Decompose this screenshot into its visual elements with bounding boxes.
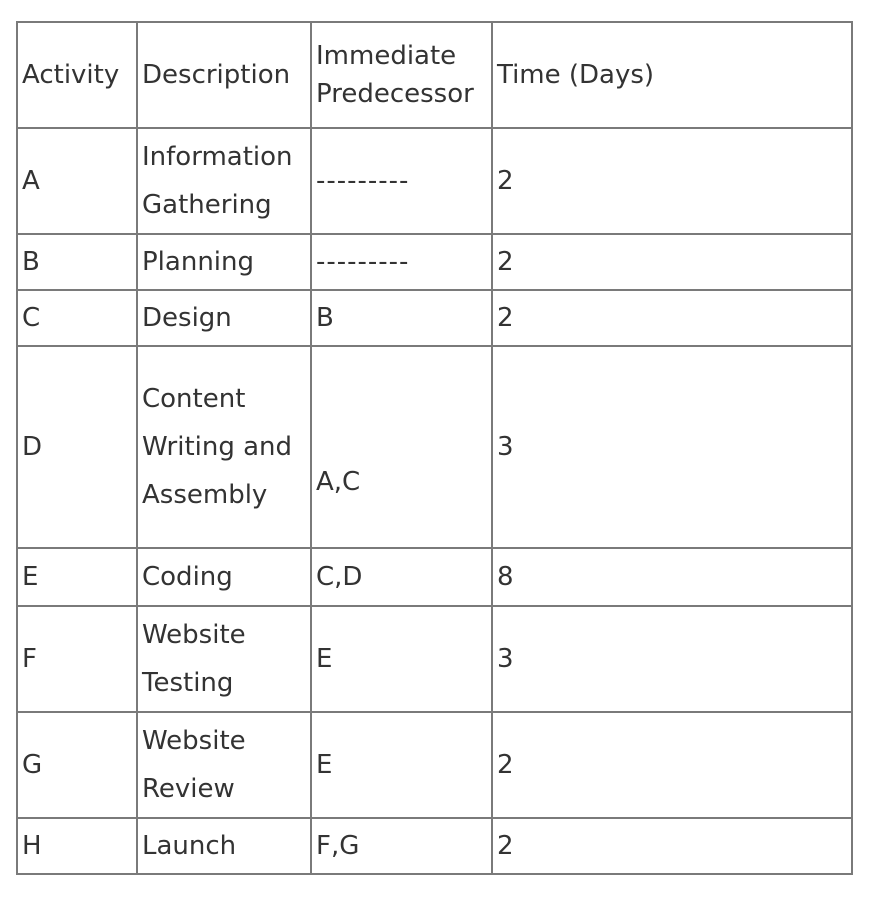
cell-activity: G [17,712,137,818]
cell-activity: H [17,818,137,874]
cell-predecessor: C,D [311,548,492,606]
cell-time: 8 [492,548,852,606]
cell-predecessor: F,G [311,818,492,874]
cell-activity: F [17,606,137,712]
table-row [17,290,852,346]
cell-description: Content Writing and Assembly [137,346,311,548]
cell-time: 3 [492,606,852,712]
cell-time: 2 [492,712,852,818]
cell-predecessor: E [311,606,492,712]
table-row [17,128,852,234]
cell-predecessor: E [311,712,492,818]
cell-description: Planning [137,234,311,290]
cell-description: Design [137,290,311,346]
table-row [17,818,852,874]
cell-description: Information Gathering [137,128,311,234]
cell-activity: A [17,128,137,234]
cell-time: 2 [492,818,852,874]
cell-activity: C [17,290,137,346]
table-row [17,606,852,712]
table-row [17,548,852,606]
header-description: Description [137,22,311,128]
cell-description: Coding [137,548,311,606]
cell-predecessor: --------- [311,128,492,234]
header-activity: Activity [17,22,137,128]
cell-predecessor: A,C [311,346,492,548]
cell-time: 2 [492,128,852,234]
activity-table-container [16,21,853,875]
cell-time: 2 [492,290,852,346]
cell-predecessor: --------- [311,234,492,290]
cell-time: 3 [492,346,852,548]
header-predecessor: Immediate Predecessor [311,22,492,128]
cell-activity: E [17,548,137,606]
cell-description: Website Testing [137,606,311,712]
activity-table [16,21,853,875]
table-row [17,346,852,548]
table-row [17,712,852,818]
table-row [17,234,852,290]
cell-activity: D [17,346,137,548]
header-time: Time (Days) [492,22,852,128]
header-row [17,22,852,128]
cell-activity: B [17,234,137,290]
cell-description: Launch [137,818,311,874]
cell-predecessor: B [311,290,492,346]
cell-time: 2 [492,234,852,290]
cell-description: Website Review [137,712,311,818]
